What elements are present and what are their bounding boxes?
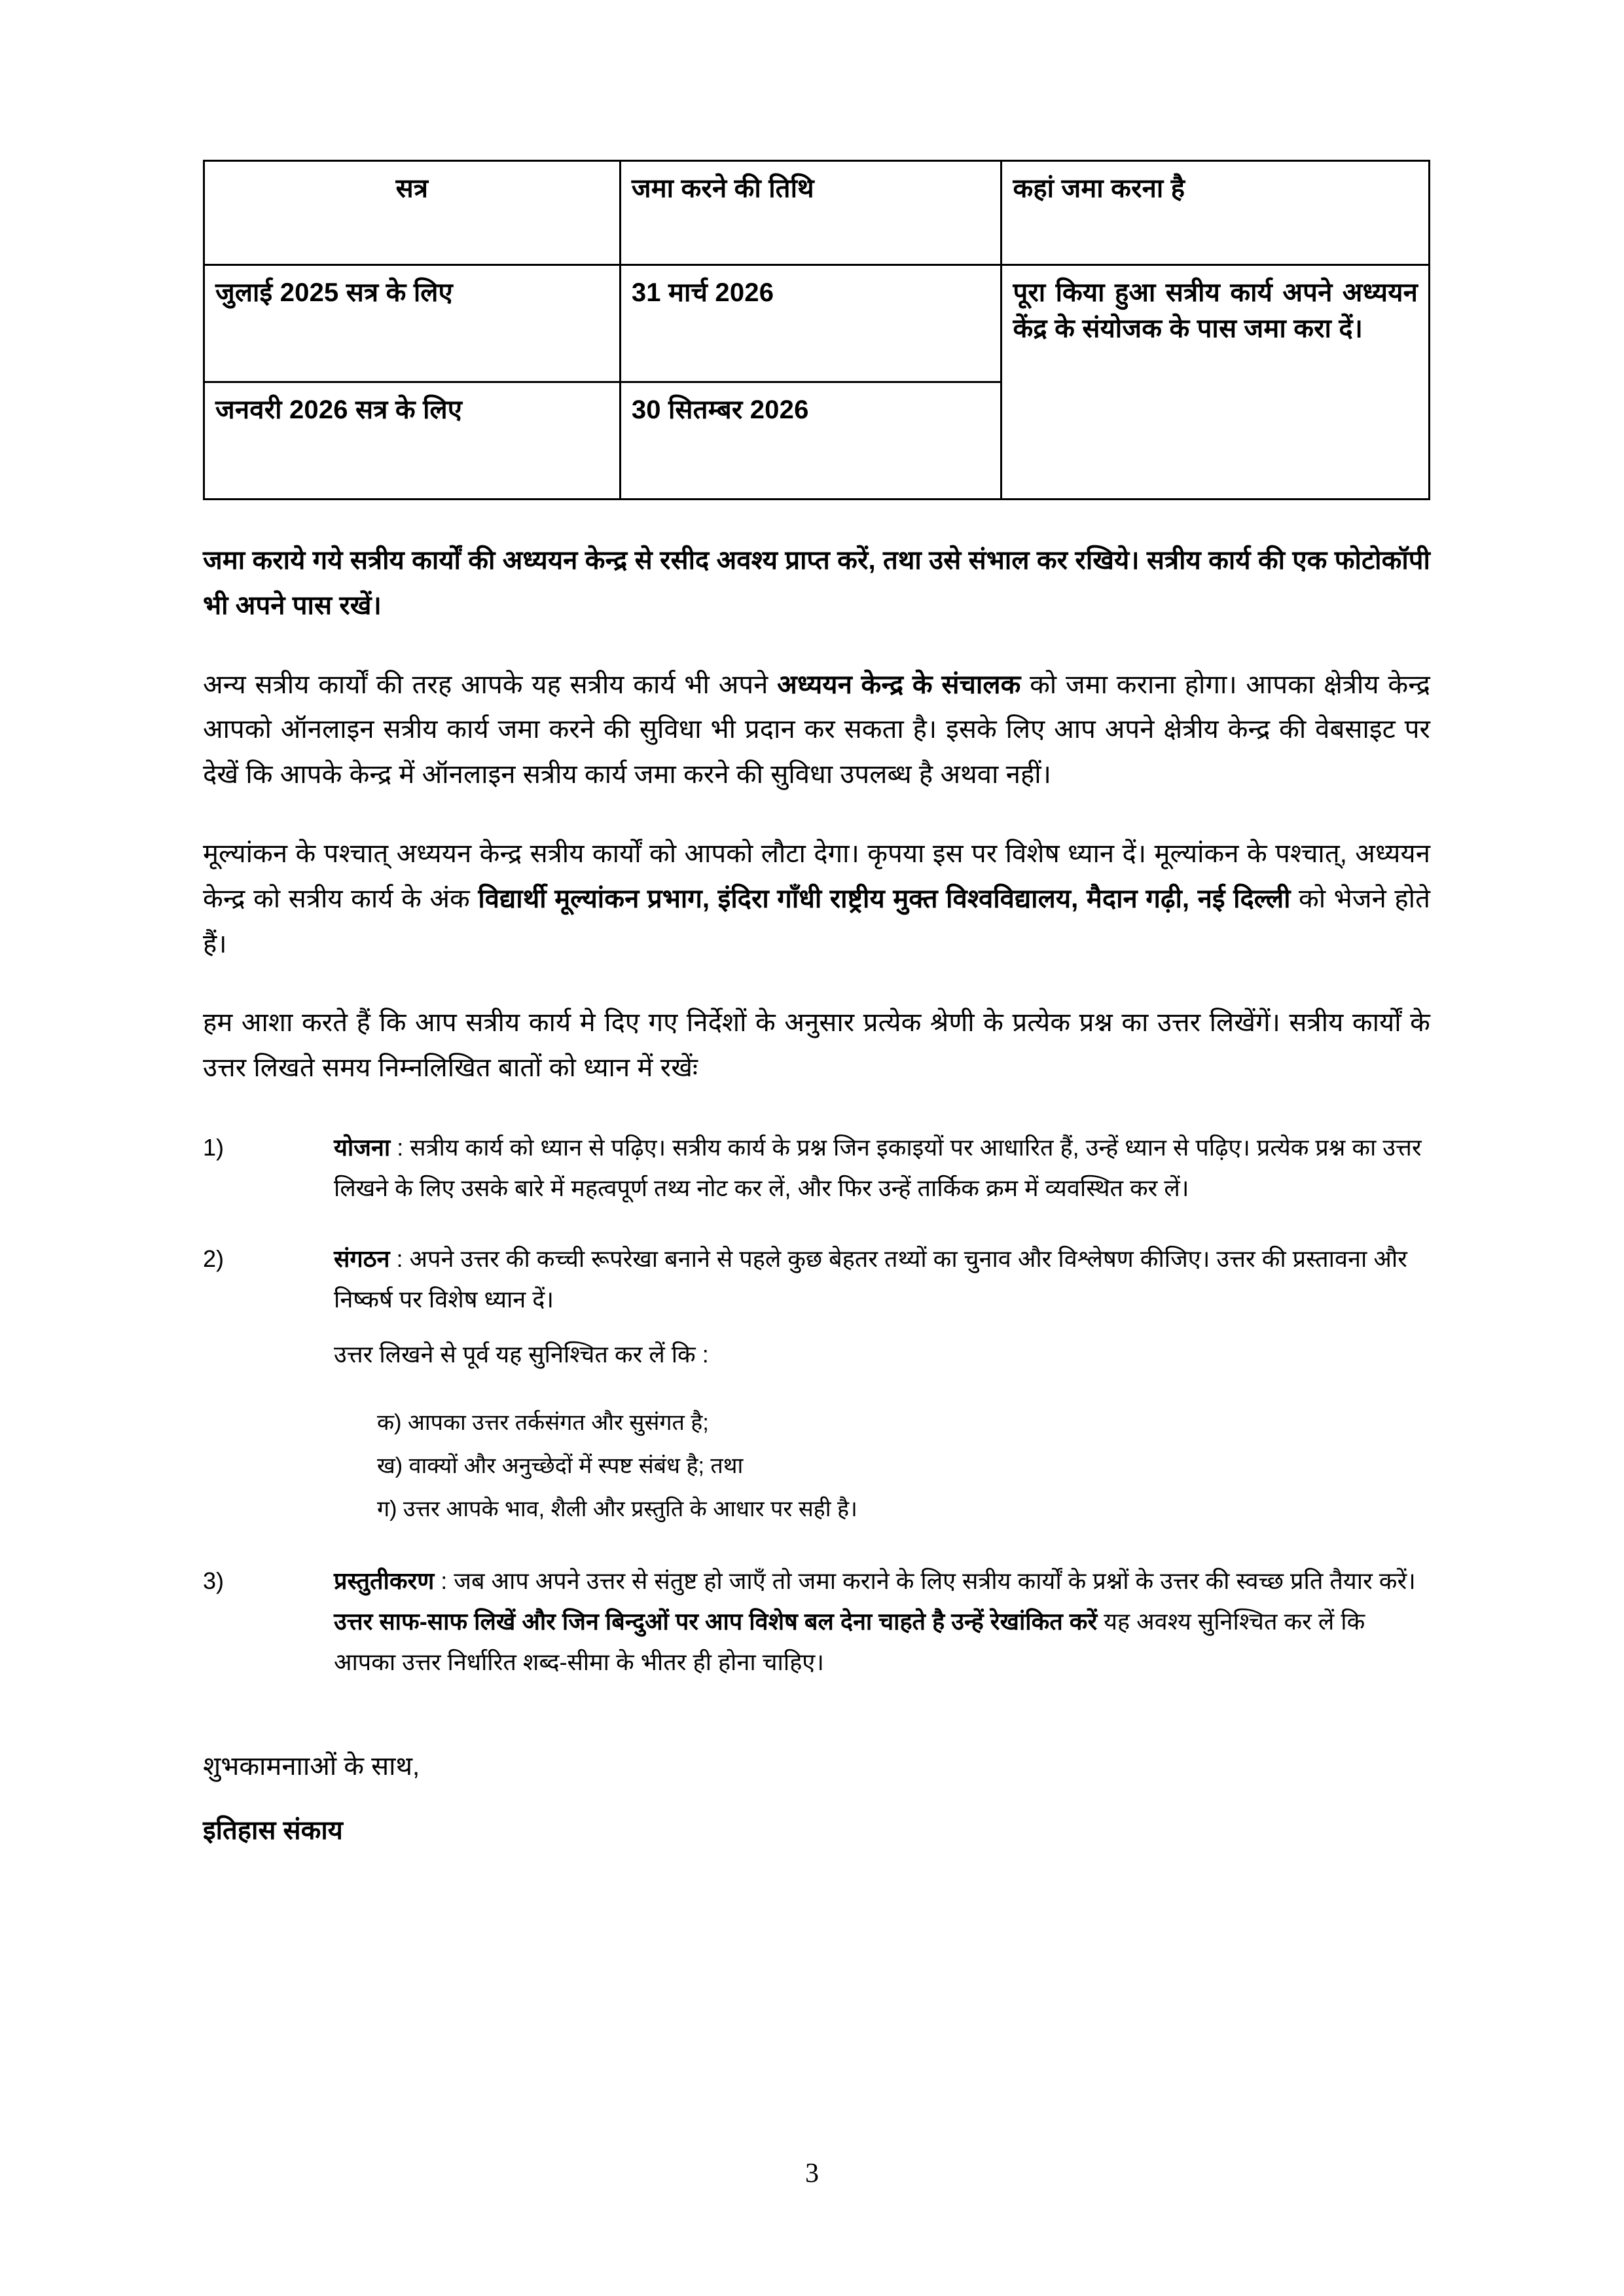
guideline-heading-2: संगठन (334, 1245, 390, 1272)
page-content (203, 160, 1430, 1851)
closing-regards: शुभकामनााओं के साथ, (203, 1752, 420, 1781)
page-number: 3 (805, 2159, 819, 2189)
guideline-heading-3: प्रस्तुतीकरण (334, 1567, 435, 1595)
guideline-text-1: सत्रीय कार्य को ध्यान से पढ़िए। सत्रीय कार्य के प्रश्न जिन इकाइयों पर आधारित हैं, उन्हें ध्यान से पढ़िए। प्रत्येक प्रश्न का उत्तर लिखने के लिए उसके बारे में महत्वपूर्ण तथ्य नोट कर लें, और फिर उन्हें तार्किक क्रम में व्यवस्थित कर लें। (334, 1133, 1422, 1201)
evaluation-paragraph (203, 831, 1430, 966)
list-item: ग) उत्तर आपके भाव, शैली और प्रस्तुति के आधार पर सही है। (377, 1497, 857, 1522)
guideline-text-2: अपने उत्तर की कच्ची रूपरेखा बनाने से पहले कुछ बेहतर तथ्यों का चुनाव और विश्लेषण कीजिए। उत्तर की प्रस्तावना और निष्कर्ष पर विशेष ध्यान दें। (334, 1245, 1407, 1313)
table-header-where: कहां जमा करना है (1001, 161, 1430, 265)
table-header-due-date: जमा करने की तिथि (620, 161, 1001, 265)
list-item (203, 1239, 1430, 1531)
guideline-text-3-part-2: यह अवश्य सुनिश्चित कर लें कि आपका उत्तर निर्धारित शब्द-सीमा के भीतर ही होना चाहिए। (334, 1608, 1365, 1676)
guideline-body-1 (334, 1134, 1422, 1201)
submission-coordinator-emphasis: अध्ययन केन्द्र के संचालक (777, 670, 1021, 699)
guideline-separator-1: : (390, 1133, 410, 1161)
table-row (204, 265, 1430, 382)
guideline-extra-note-2: उत्तर लिखने से पूर्व यह सुनिश्चित कर लें कि : (334, 1340, 709, 1368)
guideline-heading-1: योजना (334, 1133, 391, 1161)
list-item: क) आपका उत्तर तर्कसंगत और सुसंगत है; (377, 1410, 709, 1435)
guideline-number-2: 2) (203, 1245, 225, 1272)
closing-block (203, 1745, 1430, 1851)
guidelines-list (203, 1127, 1430, 1683)
table-cell-due-date-july-2025: 31 मार्च 2026 (620, 265, 1001, 382)
guideline-number-1: 1) (203, 1133, 225, 1161)
evaluation-address-emphasis: विद्यार्थी मूल्यांकन प्रभाग, इंदिरा गाँधी राष्ट्रीय मुक्त विश्वविद्यालय, मैदान गढ़ी, नई दिल्ली (478, 884, 1291, 913)
guideline-number-3: 3) (203, 1567, 225, 1595)
evaluation-text-part-1: मूल्यांकन के पश्चात् अध्ययन केन्द्र सत्रीय कार्यों को आपको लौटा देगा। कृपया इस पर विशेष ध्यान दें। मूल्यांकन के पश्चात्, अध्ययन केन्द्र को सत्रीय कार्य के अंक (203, 839, 1430, 913)
guideline-separator-3: : (434, 1567, 454, 1595)
evaluation-text-part-2: को भेजने होते हैं। (203, 884, 1431, 958)
guideline-sub-list (334, 1401, 1430, 1531)
guideline-body-3 (334, 1567, 1416, 1675)
table-cell-session-january-2026: जनवरी 2026 सत्र के लिए (204, 382, 621, 500)
assignment-deadline-table (203, 160, 1430, 500)
submission-paragraph (203, 663, 1430, 797)
guideline-text-3-emphasis: उत्तर साफ-साफ लिखें और जिन बिन्दुओं पर आप विशेष बल देना चाहते है उन्हें रेखांकित करें (334, 1608, 1098, 1635)
table-header-session: सत्र (204, 161, 621, 265)
list-item: ख) वाक्यों और अनुच्छेदों में स्पष्ट संबंध है; तथा (377, 1453, 744, 1478)
table-header-row (204, 161, 1430, 265)
guideline-text-3-part-1: जब आप अपने उत्तर से संतुष्ट हो जाएँ तो जमा कराने के लिए सत्रीय कार्यों के प्रश्नों के उत्तर की स्वच्छ प्रति तैयार करें। (454, 1567, 1416, 1595)
list-item (203, 1561, 1430, 1683)
table-cell-due-date-january-2026: 30 सितम्बर 2026 (620, 382, 1001, 500)
hope-note-paragraph: हम आशा करते हैं कि आप सत्रीय कार्य मे दिए गए निर्देशों के अनुसार प्रत्येक श्रेणी के प्रत्येक प्रश्न का उत्तर लिखेंगें। सत्रीय कार्यों के उत्तर लिखते समय निम्नलिखित बातों को ध्यान में रखेंः (203, 1008, 1430, 1083)
list-item (203, 1127, 1430, 1209)
closing-department: इतिहास संकाय (203, 1816, 343, 1846)
guideline-separator-2: : (389, 1245, 410, 1272)
submission-text-part-1: अन्य सत्रीय कार्यों की तरह आपके यह सत्रीय कार्य भी अपने (203, 670, 778, 699)
guideline-body-2 (334, 1245, 1407, 1313)
table-cell-where-merged: पूरा किया हुआ सत्रीय कार्य अपने अध्ययन केंद्र के संयोजक के पास जमा करा दें। (1001, 265, 1430, 500)
submission-text-part-2: को जमा कराना होगा। आपका क्षेत्रीय केन्द्र आपको ऑनलाइन सत्रीय कार्य जमा करने की सुविधा भी प्रदान कर सकता है। इसके लिए आप अपने क्षेत्रीय केन्द्र की वेबसाइट पर देखें कि आपके केन्द्र में ऑनलाइन सत्रीय कार्य जमा करने की सुविधा उपलब्ध है अथवा नहीं। (203, 670, 1430, 790)
receipt-note-paragraph: जमा कराये गये सत्रीय कार्यों की अध्ययन केन्द्र से रसीद अवश्य प्राप्त करें, तथा उसे संभाल कर रखिये। सत्रीय कार्य की एक फोटोकॉपी भी अपने पास रखें। (203, 546, 1430, 620)
table-cell-session-july-2025: जुलाई 2025 सत्र के लिए (204, 265, 621, 382)
